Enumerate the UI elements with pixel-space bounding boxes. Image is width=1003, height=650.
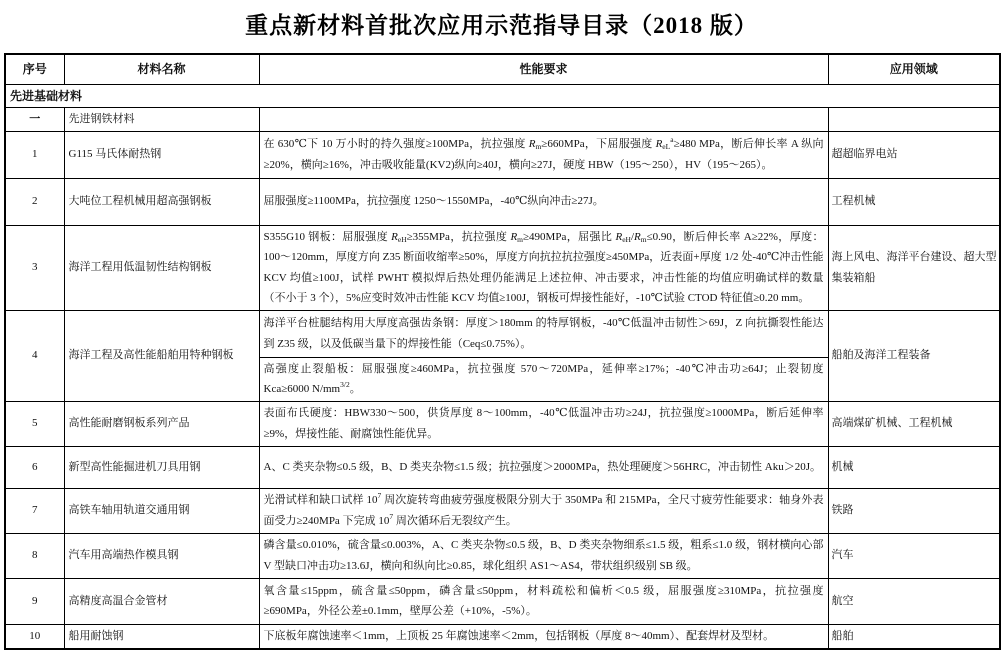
material-name-6: 新型高性能掘进机刀具用钢 bbox=[64, 446, 259, 488]
application-7: 铁路 bbox=[828, 488, 1000, 533]
column-header-performance: 性能要求 bbox=[259, 54, 828, 84]
application-10: 船舶 bbox=[828, 624, 1000, 649]
performance-4a: 海洋平台桩腿结构用大厚度高强齿条钢：厚度＞180mm 的特厚钢板，-40℃低温冲击韧性＞69J，Z 向抗撕裂性能达到 Z35 级，以及低碳当量下的焊接性能（Ceq≤0.75%）。 bbox=[259, 310, 828, 357]
section-title: 先进基础材料 bbox=[5, 84, 1000, 108]
serial-cell-7: 7 bbox=[5, 488, 64, 533]
material-name-4: 海洋工程及高性能船舶用特种钢板 bbox=[64, 310, 259, 401]
material-name-7: 高铁车轴用轨道交通用钢 bbox=[64, 488, 259, 533]
application-9: 航空 bbox=[828, 578, 1000, 624]
category-row bbox=[5, 108, 1000, 132]
column-header-serial: 序号 bbox=[5, 54, 64, 84]
table-row bbox=[5, 178, 1000, 225]
material-name-2: 大吨位工程机械用超高强钢板 bbox=[64, 178, 259, 225]
serial-cell-9: 9 bbox=[5, 578, 64, 624]
serial-cell-6: 6 bbox=[5, 446, 64, 488]
material-name-9: 高精度高温合金管材 bbox=[64, 578, 259, 624]
serial-cell-1: 1 bbox=[5, 131, 64, 178]
table-row bbox=[5, 446, 1000, 488]
table-row bbox=[5, 131, 1000, 178]
serial-cell-5: 5 bbox=[5, 401, 64, 446]
performance-1: 在 630℃下 10 万小时的持久强度≥100MPa，抗拉强度 $R_m\ge 660MPa$，下屈服强度 $R_{eL}^a\ge 480$ MPa，断后伸长率 A 纵向≥20%，横向≥16%，冲击吸收能量(KV2)纵向≥40J，横向≥27J，硬度 HBW（195～250），HV（195～265）。 bbox=[259, 131, 828, 178]
page-title: 重点新材料首批次应用示范指导目录（2018 版） bbox=[245, 13, 758, 38]
serial-cell-2: 2 bbox=[5, 178, 64, 225]
application-6: 机械 bbox=[828, 446, 1000, 488]
serial-cell-3: 3 bbox=[5, 225, 64, 310]
table-row bbox=[5, 310, 1000, 357]
section-row bbox=[5, 84, 1000, 108]
table-row bbox=[5, 624, 1000, 649]
document-page bbox=[0, 7, 1003, 650]
performance-5: 表面布氏硬度：HBW330～500，供货厚度 8～100mm，-40℃低温冲击功≥24J，抗拉强度≥1000MPa，断后延伸率≥9%，焊接性能、耐腐蚀性能优异。 bbox=[259, 401, 828, 446]
material-name-8: 汽车用高端热作模具钢 bbox=[64, 533, 259, 578]
performance-9: 氧含量≤15ppm，硫含量≤50ppm，磷含量≤50ppm，材料疏松和偏析＜0.5 级，屈服强度≥310MPa，抗拉强度≥690MPa，外径公差±0.1mm，壁厚公差（+10%，-5%）。 bbox=[259, 578, 828, 624]
performance-2: 屈服强度≥1100MPa，抗拉强度 1250～1550MPa，-40℃纵向冲击≥27J。 bbox=[259, 178, 828, 225]
category-serial: 一 bbox=[5, 108, 64, 132]
serial-cell-4: 4 bbox=[5, 310, 64, 401]
application-1: 超超临界电站 bbox=[828, 131, 1000, 178]
table-header-row bbox=[5, 54, 1000, 84]
table-row bbox=[5, 578, 1000, 624]
table-row bbox=[5, 533, 1000, 578]
performance-7: 光滑试样和缺口试样 $10^7$ 周次旋转弯曲疲劳强度极限分别大于 350MPa 和 215MPa，全尺寸疲劳性能要求：轴身外表面受力≥240MPa 下完成 $10^7$ 周次循环后无裂纹产生。 bbox=[259, 488, 828, 533]
material-name-1: G115 马氏体耐热钢 bbox=[64, 131, 259, 178]
performance-8: 磷含量≤0.010%，硫含量≤0.003%，A、C 类夹杂物≤0.5 级，B、D 类夹杂物细系≤1.5 级，粗系≤1.0 级，钢材横向心部 V 型缺口冲击功≥13.6J，横向和纵向比≥0.85，球化组织 AS1～AS4，带状组织级别 SB 级。 bbox=[259, 533, 828, 578]
category-application-empty bbox=[828, 108, 1000, 132]
performance-6: A、C 类夹杂物≤0.5 级，B、D 类夹杂物≤1.5 级；抗拉强度＞2000MPa，热处理硬度＞56HRC，冲击韧性 Aku＞20J。 bbox=[259, 446, 828, 488]
serial-cell-10: 10 bbox=[5, 624, 64, 649]
application-2: 工程机械 bbox=[828, 178, 1000, 225]
category-performance-empty bbox=[259, 108, 828, 132]
material-name-10: 船用耐蚀钢 bbox=[64, 624, 259, 649]
material-name-3: 海洋工程用低温韧性结构钢板 bbox=[64, 225, 259, 310]
column-header-application: 应用领域 bbox=[828, 54, 1000, 84]
material-name-5: 高性能耐磨钢板系列产品 bbox=[64, 401, 259, 446]
serial-cell-8: 8 bbox=[5, 533, 64, 578]
table-row bbox=[5, 401, 1000, 446]
category-name: 先进钢铁材料 bbox=[64, 108, 259, 132]
application-8: 汽车 bbox=[828, 533, 1000, 578]
application-4: 船舶及海洋工程装备 bbox=[828, 310, 1000, 401]
column-header-material-name: 材料名称 bbox=[64, 54, 259, 84]
performance-4b: 高强度止裂船板：屈服强度≥460MPa，抗拉强度 570～720MPa，延伸率≥17%；-40℃冲击功≥64J；止裂韧度 Kca≥6000 $N/mm^{3/2}$。 bbox=[259, 357, 828, 401]
performance-3: S355G10 钢板：屈服强度 $R_{eH}\ge 355MPa$，抗拉强度 $R_m\ge 490MPa$，屈强比 $R_{eH}/R_m\le 0.90$，断后伸长率 A≥22%，厚度：100～120mm，厚度方向 Z35 断面收缩率≥50%，厚度方向抗拉抗拉强度≥450MPa，近表面+厚度 1/2 处-40℃冲击性能 KCV 均值≥100J，试样 PWHT 模拟焊后热处理仍能满足上述拉伸、冲击要求，冲击性能的均值应明确试样的数量（不小于 3 个），5%应变时效冲击性能 KCV 均值≥100J，钢板可焊接性能好，-10℃试验 CTOD 特征值≥0.20 mm。 bbox=[259, 225, 828, 310]
application-5: 高端煤矿机械、工程机械 bbox=[828, 401, 1000, 446]
performance-10: 下底板年腐蚀速率＜1mm，上顶板 25 年腐蚀速率＜2mm，包括钢板（厚度 8～40mm）、配套焊材及型材。 bbox=[259, 624, 828, 649]
table-row bbox=[5, 488, 1000, 533]
table-row bbox=[5, 225, 1000, 310]
application-3: 海上风电、海洋平台建设、超大型集装箱船 bbox=[828, 225, 1000, 310]
catalog-table bbox=[4, 53, 1001, 650]
